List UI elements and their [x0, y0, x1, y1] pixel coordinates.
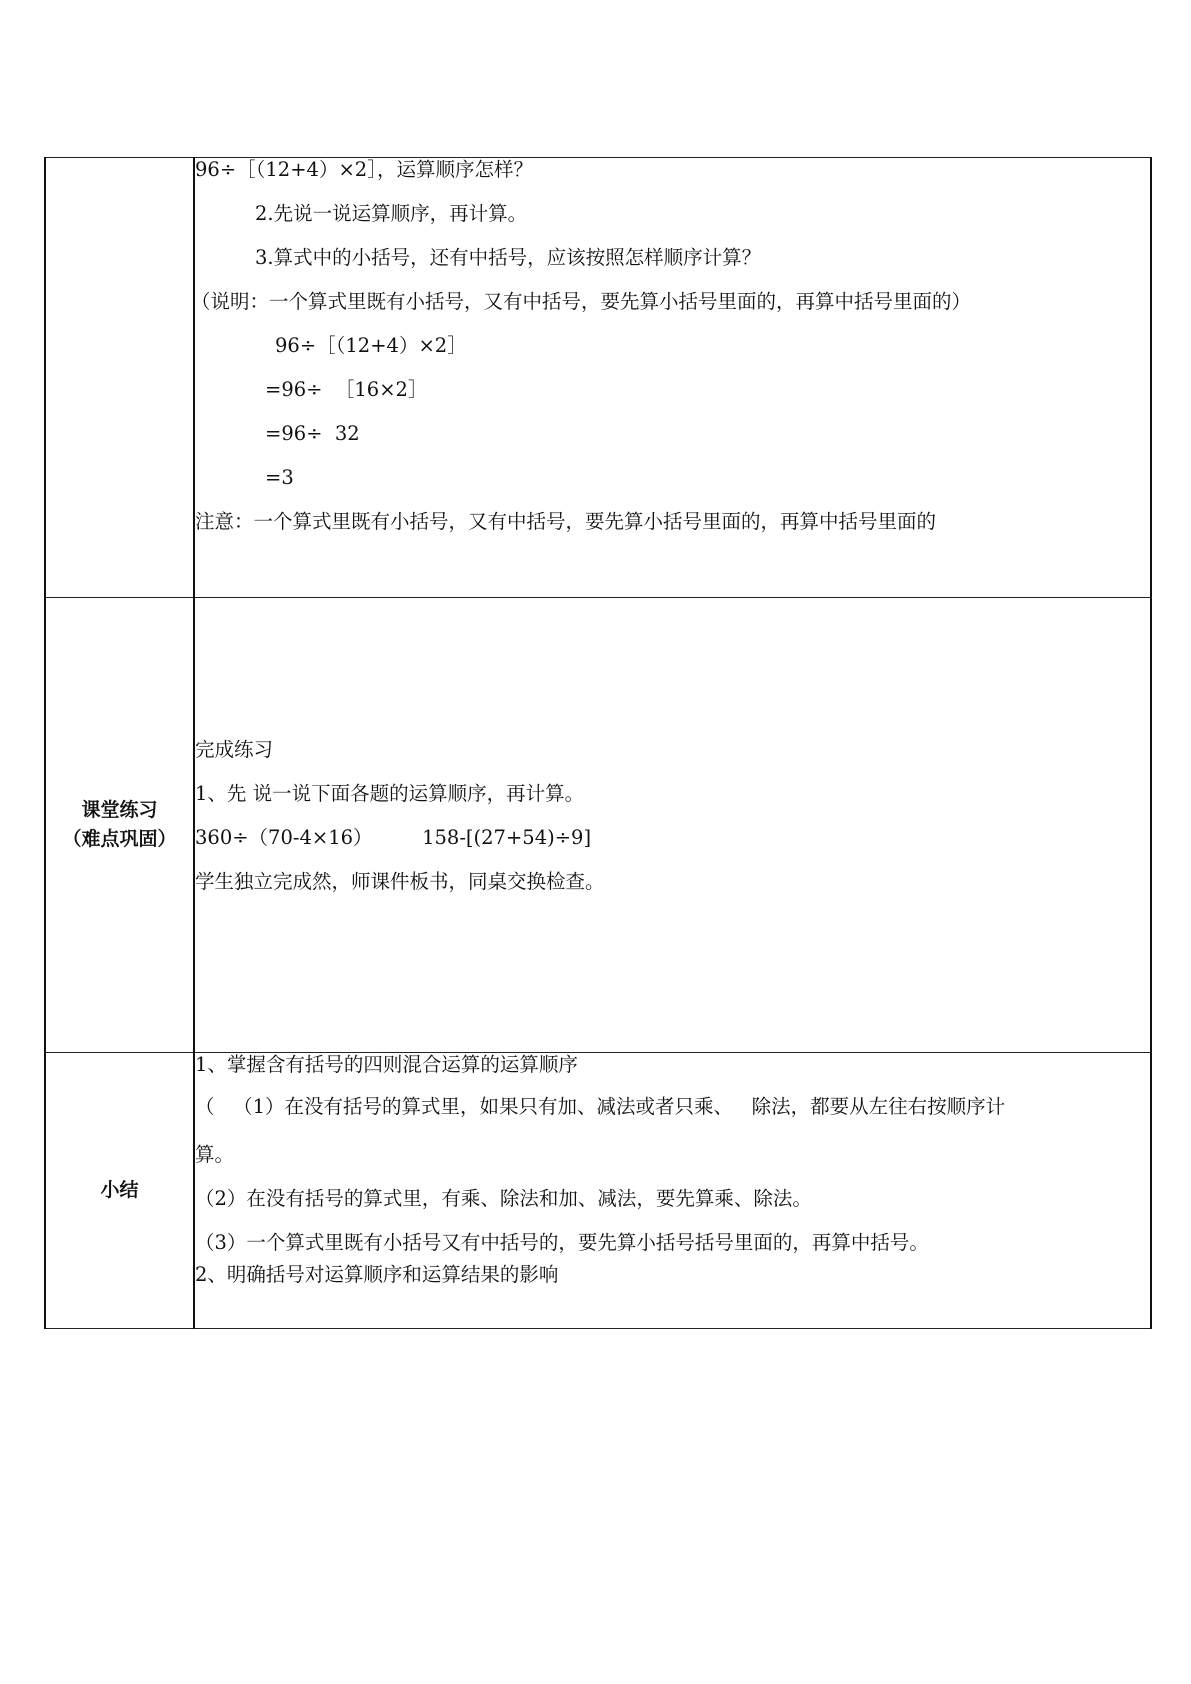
summary-rule-3: （3）一个算式里既有小括号又有中括号的，要先算小括号括号里面的，再算中括号。	[195, 1231, 929, 1254]
calc-line-1: 96÷［（12+4）×2］	[275, 334, 467, 357]
attention-note: 注意：一个算式里既有小括号，又有中括号，要先算小括号里面的，再算中括号里面的	[195, 510, 937, 533]
calc-line-3: =96÷ 32	[265, 422, 360, 445]
table-row-explanation	[45, 158, 1151, 598]
table-row-summary	[45, 1053, 1151, 1329]
step-3-line: 3.算式中的小括号，还有中括号，应该按照怎样顺序计算？	[255, 246, 762, 269]
calc-line-4: =3	[265, 466, 294, 489]
summary-cell	[194, 1053, 1151, 1329]
row-label-empty	[45, 158, 194, 598]
summary-rule-2: （2）在没有括号的算式里，有乘、除法和加、减法，要先算乘、除法。	[195, 1187, 812, 1210]
practice-problems: 360÷（70-4×16） 158-[(27+54)÷9]	[195, 826, 592, 849]
summary-rule-1: （ （1）在没有括号的算式里，如果只有加、减法或者只乘、 除法，都要从左往右按顺序计	[195, 1095, 1006, 1118]
summary-label: 小结	[100, 1178, 139, 1201]
practice-instruction: 1、先 说一说下面各题的运算顺序，再计算。	[195, 782, 585, 805]
practice-cell	[194, 598, 1151, 1053]
calc-line-2: =96÷ ［16×2］	[265, 378, 428, 401]
row-label-summary	[45, 1053, 194, 1329]
step-2-line: 2.先说一说运算顺序，再计算。	[255, 202, 528, 225]
explanation-cell	[191, 158, 1151, 598]
explanation-note: （说明：一个算式里既有小括号，又有中括号，要先算小括号里面的，再算中括号里面的）	[191, 290, 972, 313]
practice-activity: 学生独立完成然，师课件板书，同桌交换检查。	[195, 870, 605, 893]
summary-point-1: 1、掌握含有括号的四则混合运算的运算顺序	[195, 1053, 578, 1076]
row-label-practice	[45, 598, 194, 1053]
table-row-practice	[45, 598, 1151, 1053]
practice-label-line1: 课堂练习	[81, 798, 158, 821]
lesson-table	[44, 157, 1152, 1329]
spacer	[195, 598, 1150, 738]
summary-point-2: 2、明确括号对运算顺序和运算结果的影响	[195, 1263, 559, 1286]
practice-heading: 完成练习	[195, 738, 274, 761]
summary-rule-1-cont: 算。	[195, 1143, 235, 1166]
practice-label-line2: （难点巩固）	[62, 828, 177, 850]
question-line: 96÷［（12+4）×2］，运算顺序怎样？	[195, 158, 533, 181]
